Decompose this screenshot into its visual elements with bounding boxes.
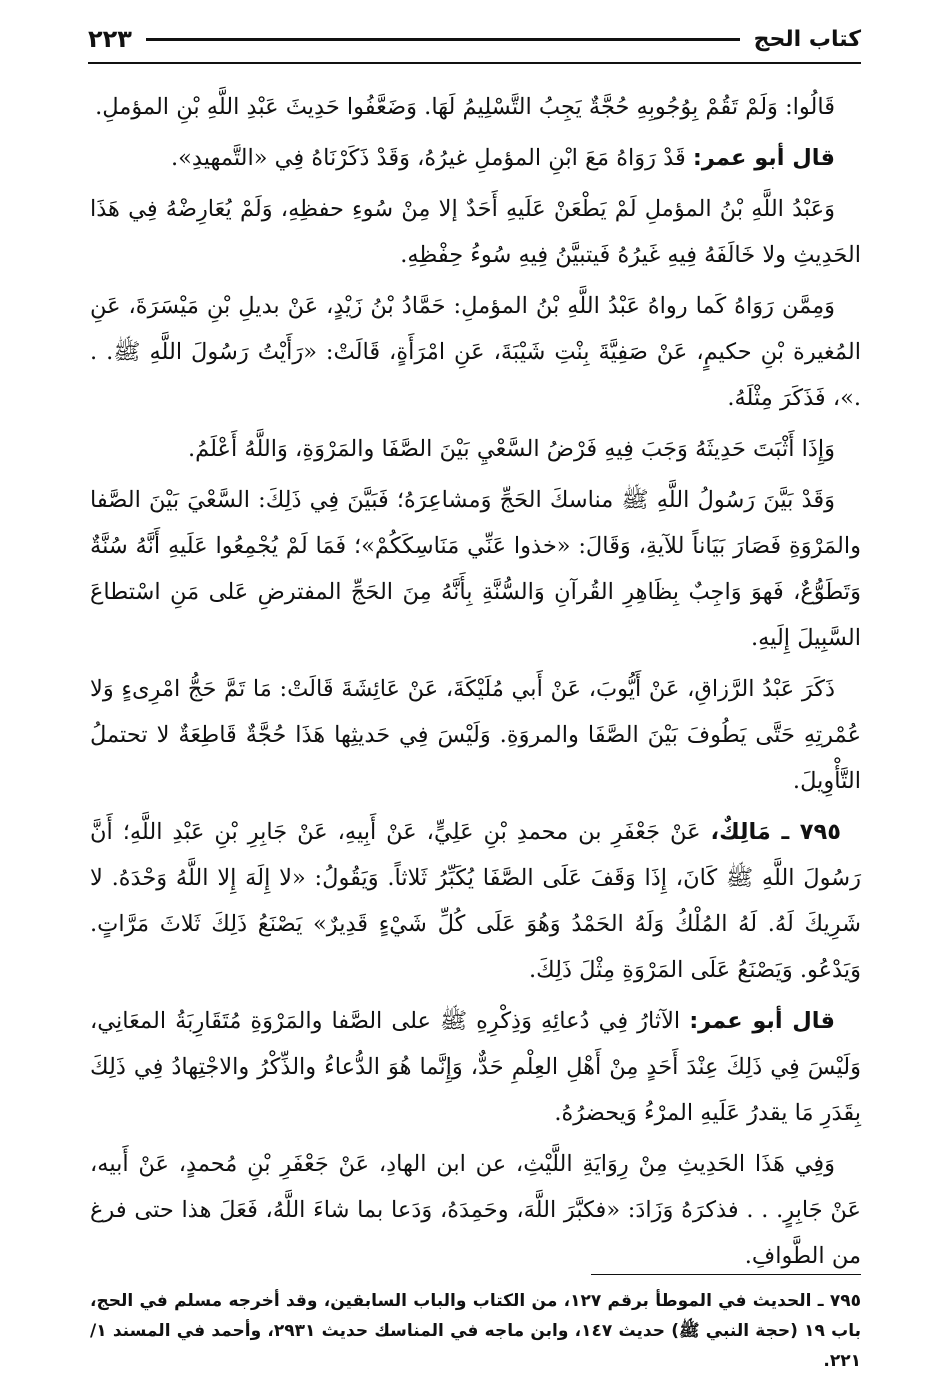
paragraph-text: وَقَدْ بَيَّنَ رَسُولُ اللَّهِ ﷺ مناسكَ الحَجِّ وَمشاعِرَهُ؛ فَبَيَّنَ فِي ذَلِكَ: السَّعْيَ بَيْنَ الصَّفا والمَرْوَةِ فَصَارَ بَيَاناً للآيةِ، وَقَالَ: «خذوا عَنِّي مَنَاسِكَكُمْ»؛ فَمَا لَمْ يُجْمِعُوا عَلَيهِ أَنَّهُ سُنَّةٌ وَتَطَوُّعٌ، فَهوَ وَاجِبٌ بِظَاهِرِ القُرآنِ وَالسُّنَّةِ بِأَنَّهُ مِنَ الحَجِّ المفترضِ عَلى مَنِ اسْتطاعَ السَّبِيلَ إِلَيهِ. — [90, 487, 861, 651]
header-rule — [88, 62, 861, 64]
paragraph-text: وَعَبْدُ اللَّهِ بْنُ المؤملِ لَمْ يَطْعَنْ عَلَيهِ أَحَدٌ إلا مِنْ سُوءِ حفظِهِ، وَلَمْ يُعَارِضْهُ فِي هَذَا الحَدِيثِ ولا خَالَفَهُ فِيهِ غَيرُهُ فَيتبيَّنُ فِيهِ سُوءُ حِفْظِهِ. — [90, 196, 861, 268]
paragraph — [90, 666, 861, 804]
paragraph — [90, 135, 861, 181]
paragraph-text: وَمِمَّن رَوَاهُ كَما رواهُ عَبْدُ اللَّهِ بْنُ المؤملِ: حَمَّادُ بْنُ زَيْدٍ، عَنْ بديلِ بْنِ مَيْسَرَةَ، عَنِ المُغيرة بْنِ حكيمٍ، عَنْ صَفِيَّةَ بِنْتِ شَيْبَةَ، عَنِ امْرَأَةٍ، قَالَتْ: «رَأَيْتُ رَسُولَ اللَّهِ ﷺ. . .»، فَذَكَرَ مِثْلَهُ. — [90, 293, 861, 411]
paragraph-text: الآثارُ فِي دُعائِهِ وَذِكْرِهِ ﷺ على الصَّفا والمَرْوَةِ مُتَقَارِبَةُ المعَانِي، وَلَيْسَ فِي ذَلِكَ عِنْدَ أَحَدٍ مِنْ أَهْلِ العِلْمِ حَدٌّ، وَإِنَّما هُوَ الدُّعاءُ والذِّكْرُ والاجْتِهادُ فِي ذَلِكَ بِقَدَرِ مَا يقدرُ عَلَيهِ المرْءُ وَيحضرُهُ. — [90, 1008, 861, 1126]
paragraph-text: وَإِذَا أَثْبَتَ حَدِيثَهُ وَجَبَ فِيهِ فَرْضُ السَّعْيِ بَيْنَ الصَّفَا والمَرْوَةِ، وَاللَّهُ أَعْلَمُ. — [187, 436, 835, 462]
paragraph-text: قَدْ رَوَاهُ مَعَ ابْنِ المؤملِ غيرُهُ، وَقَدْ ذَكَرْنَاهُ فِي «التَّمهيدِ». — [170, 145, 693, 171]
paragraph — [90, 1141, 861, 1279]
footnote-rule — [591, 1274, 861, 1275]
paragraph-lead: قال أبو عمر: — [692, 145, 835, 171]
page-number: ٢٢٣ — [88, 25, 132, 53]
running-title: كتاب الحج — [753, 26, 861, 52]
page-header — [88, 18, 861, 60]
main-text — [90, 84, 861, 1284]
paragraph-text: ذَكَرَ عَبْدُ الرَّزاقِ، عَنْ أَيُّوبَ، عَنْ أَبي مُلَيْكَةَ، عَنْ عَائِشَةَ قَالَتْ: مَا تَمَّ حَجُّ امْرِىءٍ وَلا عُمْرتِهِ حَتَّى يَطُوفَ بَيْنَ الصَّفَا والمروَةِ. وَلَيْسَ فِي حَديثِها هَذَا حُجَّةٌ قَاطِعَةٌ لا تحتملُ التَّأْوِيلَ. — [90, 676, 861, 794]
paragraph-lead: قال أبو عمر: — [689, 1008, 835, 1034]
paragraph — [90, 998, 861, 1136]
paragraph — [90, 426, 861, 472]
hadith-paragraph — [90, 809, 861, 993]
paragraph — [90, 84, 861, 130]
paragraph-text: وَفِي هَذَا الحَدِيثِ مِنْ رِوَايَةِ اللَّيْثِ، عن ابن الهادِ، عَنْ جَعْفَرِ بْنِ مُحمدٍ، عَنْ أَبيه، عَنْ جَابِرٍ. . . فذكرَهُ وَزَادَ: «فكبَّرَ اللَّهَ، وحَمِدَهُ، وَدَعا بما شاءَ اللَّهُ، فَعَلَ هذا حتى فرغ من الطَّوافِ. — [90, 1151, 861, 1269]
paragraph — [90, 186, 861, 278]
paragraph-text: قَالُوا: وَلَمْ تَقُمْ بِوُجُوبِهِ حُجَّةٌ يَجِبُ التَّسْلِيمُ لَهَا. وَضَعَّفُوا حَدِيثَ عَبْدِ اللَّهِ بْنِ المؤملِ. — [95, 94, 835, 120]
paragraph — [90, 283, 861, 421]
paragraph — [90, 477, 861, 661]
footnote: ٧٩٥ ـ الحديث في الموطأ برقم ١٢٧، من الكتاب والباب السابقين، وقد أخرجه مسلم في الحج، باب ١٩ (حجة النبي ﷺ) حديث ١٤٧، وابن ماجه في المناسك حديث ٢٩٣١، وأحمد في المسند ١/ ٢٢١. — [90, 1291, 861, 1371]
paragraph-text: عَنْ جَعْفَرِ بن محمدِ بْنِ عَلِيٍّ، عَنْ أَبِيهِ، عَنْ جَابِرِ بْنِ عَبْدِ اللَّهِ؛ أَنَّ رَسُولَ اللَّهِ ﷺ كَانَ، إِذَا وَقَفَ عَلَى الصَّفَا يُكَبِّرُ ثَلاثاً. وَيَقُولُ: «لا إِلَهَ إِلا اللَّهُ وَحْدَهُ. لا شَرِيكَ لَهُ. لَهُ المُلْكُ وَلَهُ الحَمْدُ وَهُوَ عَلَى كُلِّ شَيْءٍ قَدِيرٌ» يَصْنَعُ ذَلِكَ ثَلاثَ مَرَّاتٍ. وَيَدْعُو. وَيَصْنَعُ عَلَى المَرْوَةِ مِثْلَ ذَلِكَ. — [90, 819, 861, 983]
header-line — [146, 38, 740, 41]
hadith-number: ٧٩٥ ـ مَالِكٌ، — [710, 819, 841, 845]
